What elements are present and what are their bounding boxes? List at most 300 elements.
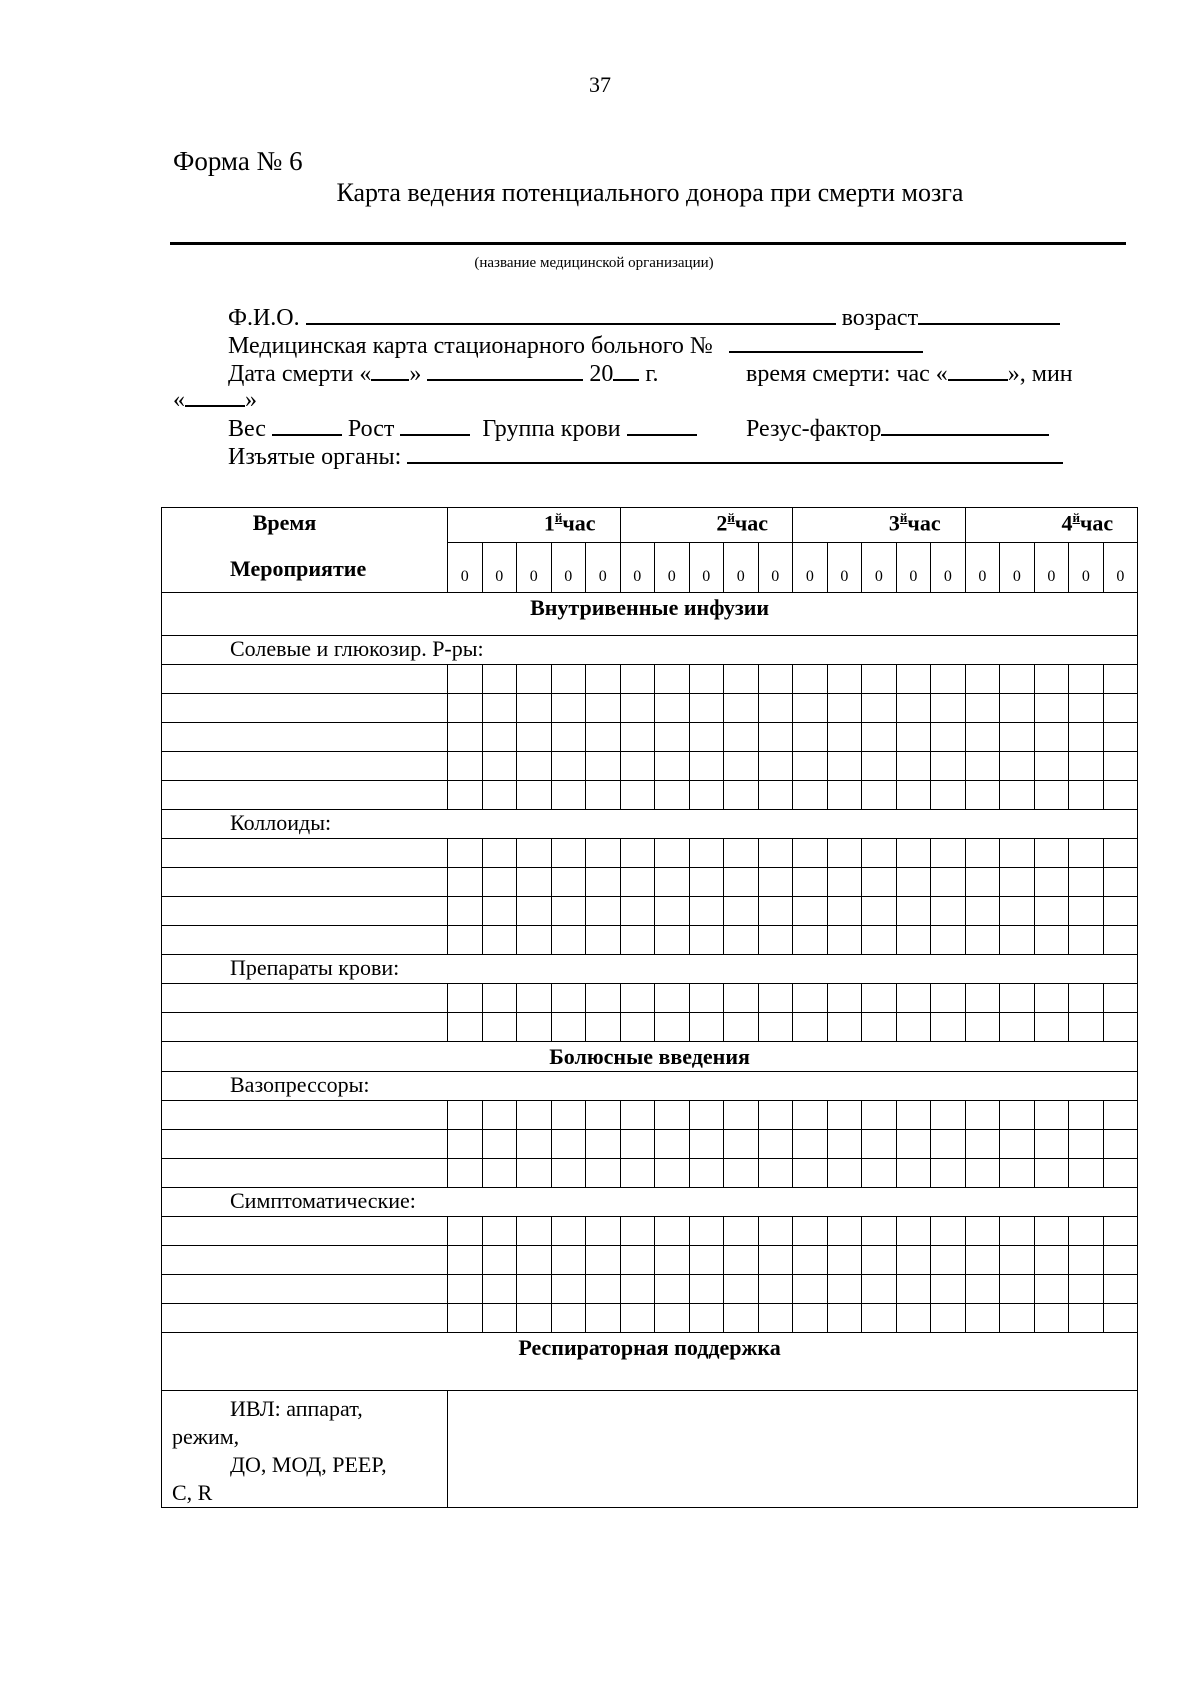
time-entry-cell[interactable] [1103, 1101, 1138, 1130]
time-entry-cell[interactable] [793, 1304, 828, 1333]
time-entry-cell[interactable] [517, 1304, 552, 1333]
time-entry-cell[interactable] [586, 1101, 621, 1130]
time-entry-cell[interactable] [1069, 1013, 1104, 1042]
time-entry-cell[interactable] [827, 1246, 862, 1275]
time-entry-cell[interactable] [448, 1159, 483, 1188]
time-entry-cell[interactable] [724, 868, 759, 897]
time-entry-cell[interactable] [551, 839, 586, 868]
activity-entry-cell[interactable] [162, 1130, 448, 1159]
time-entry-cell[interactable] [517, 1101, 552, 1130]
time-entry-cell[interactable] [793, 984, 828, 1013]
time-entry-cell[interactable] [517, 781, 552, 810]
time-entry-cell[interactable] [586, 694, 621, 723]
time-entry-cell[interactable] [689, 839, 724, 868]
time-entry-cell[interactable] [655, 1246, 690, 1275]
time-entry-cell[interactable] [793, 1130, 828, 1159]
time-entry-cell[interactable] [482, 723, 517, 752]
time-entry-cell[interactable] [931, 1304, 966, 1333]
time-entry-cell[interactable] [448, 897, 483, 926]
time-entry-cell[interactable] [620, 752, 655, 781]
time-entry-cell[interactable] [827, 897, 862, 926]
time-entry-cell[interactable] [758, 665, 793, 694]
time-entry-cell[interactable] [724, 1159, 759, 1188]
time-entry-cell[interactable] [827, 1304, 862, 1333]
time-entry-cell[interactable] [517, 723, 552, 752]
time-entry-cell[interactable] [620, 1130, 655, 1159]
time-entry-cell[interactable] [655, 723, 690, 752]
time-entry-cell[interactable] [1000, 694, 1035, 723]
death-minute-field[interactable] [185, 383, 245, 407]
time-entry-cell[interactable] [1000, 1246, 1035, 1275]
time-entry-cell[interactable] [448, 926, 483, 955]
time-entry-cell[interactable] [758, 723, 793, 752]
time-entry-cell[interactable] [862, 926, 897, 955]
time-entry-cell[interactable] [448, 868, 483, 897]
time-entry-cell[interactable] [1034, 781, 1069, 810]
time-entry-cell[interactable] [1000, 897, 1035, 926]
time-entry-cell[interactable] [793, 1217, 828, 1246]
time-entry-cell[interactable] [862, 723, 897, 752]
time-entry-cell[interactable] [586, 926, 621, 955]
time-entry-cell[interactable] [551, 781, 586, 810]
time-entry-cell[interactable] [758, 984, 793, 1013]
time-entry-cell[interactable] [724, 781, 759, 810]
time-entry-cell[interactable] [482, 1275, 517, 1304]
time-entry-cell[interactable] [896, 1101, 931, 1130]
time-entry-cell[interactable] [896, 1275, 931, 1304]
time-entry-cell[interactable] [551, 897, 586, 926]
time-entry-cell[interactable] [1034, 984, 1069, 1013]
time-entry-cell[interactable] [620, 984, 655, 1013]
time-entry-cell[interactable] [1069, 868, 1104, 897]
time-entry-cell[interactable] [1069, 926, 1104, 955]
time-entry-cell[interactable] [793, 1101, 828, 1130]
time-entry-cell[interactable] [862, 781, 897, 810]
time-entry-cell[interactable] [689, 1013, 724, 1042]
time-entry-cell[interactable] [1000, 1304, 1035, 1333]
time-entry-cell[interactable] [448, 723, 483, 752]
time-entry-cell[interactable] [1069, 1246, 1104, 1275]
time-entry-cell[interactable] [862, 897, 897, 926]
time-entry-cell[interactable] [655, 1130, 690, 1159]
time-entry-cell[interactable] [793, 1246, 828, 1275]
time-entry-cell[interactable] [448, 694, 483, 723]
time-entry-cell[interactable] [862, 1246, 897, 1275]
time-entry-cell[interactable] [862, 694, 897, 723]
time-entry-cell[interactable] [689, 723, 724, 752]
time-entry-cell[interactable] [862, 839, 897, 868]
time-entry-cell[interactable] [862, 1130, 897, 1159]
time-entry-cell[interactable] [1034, 868, 1069, 897]
time-entry-cell[interactable] [620, 1013, 655, 1042]
time-entry-cell[interactable] [586, 1013, 621, 1042]
time-entry-cell[interactable] [724, 1246, 759, 1275]
time-entry-cell[interactable] [862, 1217, 897, 1246]
time-entry-cell[interactable] [448, 1013, 483, 1042]
time-entry-cell[interactable] [896, 781, 931, 810]
time-entry-cell[interactable] [931, 1275, 966, 1304]
time-entry-cell[interactable] [965, 984, 1000, 1013]
time-entry-cell[interactable] [620, 897, 655, 926]
time-entry-cell[interactable] [655, 984, 690, 1013]
time-entry-cell[interactable] [758, 926, 793, 955]
time-entry-cell[interactable] [724, 694, 759, 723]
time-entry-cell[interactable] [482, 868, 517, 897]
time-entry-cell[interactable] [517, 1217, 552, 1246]
time-entry-cell[interactable] [896, 694, 931, 723]
time-entry-cell[interactable] [448, 839, 483, 868]
time-entry-cell[interactable] [1034, 1246, 1069, 1275]
activity-entry-cell[interactable] [162, 1246, 448, 1275]
time-entry-cell[interactable] [482, 984, 517, 1013]
time-entry-cell[interactable] [758, 1101, 793, 1130]
time-entry-cell[interactable] [689, 752, 724, 781]
time-entry-cell[interactable] [1000, 1275, 1035, 1304]
time-entry-cell[interactable] [758, 1159, 793, 1188]
time-entry-cell[interactable] [1069, 1217, 1104, 1246]
fio-field[interactable] [306, 301, 836, 325]
time-entry-cell[interactable] [1069, 984, 1104, 1013]
time-entry-cell[interactable] [620, 1304, 655, 1333]
time-entry-cell[interactable] [586, 723, 621, 752]
time-entry-cell[interactable] [862, 1304, 897, 1333]
time-entry-cell[interactable] [896, 897, 931, 926]
blood-group-field[interactable] [627, 412, 697, 436]
time-entry-cell[interactable] [965, 1101, 1000, 1130]
time-entry-cell[interactable] [827, 1130, 862, 1159]
time-entry-cell[interactable] [620, 1217, 655, 1246]
time-entry-cell[interactable] [689, 926, 724, 955]
time-entry-cell[interactable] [689, 1304, 724, 1333]
time-entry-cell[interactable] [827, 781, 862, 810]
time-entry-cell[interactable] [896, 1217, 931, 1246]
time-entry-cell[interactable] [620, 868, 655, 897]
time-entry-cell[interactable] [551, 723, 586, 752]
time-entry-cell[interactable] [1034, 1217, 1069, 1246]
time-entry-cell[interactable] [551, 984, 586, 1013]
time-entry-cell[interactable] [1034, 752, 1069, 781]
time-entry-cell[interactable] [1103, 1013, 1138, 1042]
time-entry-cell[interactable] [517, 1159, 552, 1188]
time-entry-cell[interactable] [1103, 665, 1138, 694]
death-month-field[interactable] [427, 357, 583, 381]
time-entry-cell[interactable] [896, 984, 931, 1013]
time-entry-cell[interactable] [931, 868, 966, 897]
time-entry-cell[interactable] [965, 897, 1000, 926]
time-entry-cell[interactable] [793, 926, 828, 955]
time-entry-cell[interactable] [827, 752, 862, 781]
time-entry-cell[interactable] [517, 694, 552, 723]
time-entry-cell[interactable] [896, 839, 931, 868]
time-entry-cell[interactable] [1034, 1159, 1069, 1188]
time-entry-cell[interactable] [689, 1275, 724, 1304]
time-entry-cell[interactable] [586, 1159, 621, 1188]
time-entry-cell[interactable] [758, 839, 793, 868]
time-entry-cell[interactable] [1069, 1275, 1104, 1304]
time-entry-cell[interactable] [517, 1130, 552, 1159]
time-entry-cell[interactable] [689, 781, 724, 810]
time-entry-cell[interactable] [1103, 839, 1138, 868]
time-entry-cell[interactable] [1034, 1101, 1069, 1130]
time-entry-cell[interactable] [758, 1013, 793, 1042]
time-entry-cell[interactable] [551, 1101, 586, 1130]
time-entry-cell[interactable] [1103, 868, 1138, 897]
time-entry-cell[interactable] [448, 781, 483, 810]
time-entry-cell[interactable] [896, 723, 931, 752]
time-entry-cell[interactable] [1069, 1159, 1104, 1188]
time-entry-cell[interactable] [586, 665, 621, 694]
time-entry-cell[interactable] [758, 868, 793, 897]
time-entry-cell[interactable] [517, 1275, 552, 1304]
time-entry-cell[interactable] [586, 897, 621, 926]
time-entry-cell[interactable] [620, 1246, 655, 1275]
time-entry-cell[interactable] [448, 984, 483, 1013]
activity-entry-cell[interactable] [162, 723, 448, 752]
med-card-field[interactable] [729, 329, 923, 353]
time-entry-cell[interactable] [862, 665, 897, 694]
time-entry-cell[interactable] [1034, 723, 1069, 752]
time-entry-cell[interactable] [517, 1013, 552, 1042]
time-entry-cell[interactable] [586, 1275, 621, 1304]
time-entry-cell[interactable] [620, 1101, 655, 1130]
time-entry-cell[interactable] [896, 1304, 931, 1333]
time-entry-cell[interactable] [896, 1246, 931, 1275]
activity-entry-cell[interactable] [162, 984, 448, 1013]
time-entry-cell[interactable] [1103, 694, 1138, 723]
time-entry-cell[interactable] [517, 839, 552, 868]
time-entry-cell[interactable] [793, 868, 828, 897]
activity-entry-cell[interactable] [162, 897, 448, 926]
time-entry-cell[interactable] [689, 1130, 724, 1159]
time-entry-cell[interactable] [724, 1217, 759, 1246]
time-entry-cell[interactable] [689, 1159, 724, 1188]
time-entry-cell[interactable] [482, 752, 517, 781]
time-entry-cell[interactable] [758, 1304, 793, 1333]
time-entry-cell[interactable] [1034, 897, 1069, 926]
time-entry-cell[interactable] [1103, 926, 1138, 955]
time-entry-cell[interactable] [482, 926, 517, 955]
time-entry-cell[interactable] [1103, 897, 1138, 926]
time-entry-cell[interactable] [551, 1275, 586, 1304]
time-entry-cell[interactable] [551, 1013, 586, 1042]
activity-entry-cell[interactable] [162, 694, 448, 723]
time-entry-cell[interactable] [965, 665, 1000, 694]
time-entry-cell[interactable] [1069, 1130, 1104, 1159]
time-entry-cell[interactable] [448, 1101, 483, 1130]
death-year-field[interactable] [613, 357, 639, 381]
time-entry-cell[interactable] [482, 839, 517, 868]
time-entry-cell[interactable] [724, 984, 759, 1013]
time-entry-cell[interactable] [551, 1246, 586, 1275]
time-entry-cell[interactable] [931, 897, 966, 926]
time-entry-cell[interactable] [1069, 839, 1104, 868]
time-entry-cell[interactable] [862, 984, 897, 1013]
time-entry-cell[interactable] [1000, 1101, 1035, 1130]
time-entry-cell[interactable] [793, 752, 828, 781]
time-entry-cell[interactable] [724, 1130, 759, 1159]
time-entry-cell[interactable] [482, 694, 517, 723]
activity-entry-cell[interactable] [162, 839, 448, 868]
time-entry-cell[interactable] [931, 781, 966, 810]
time-entry-cell[interactable] [1069, 665, 1104, 694]
activity-entry-cell[interactable] [162, 1101, 448, 1130]
time-entry-cell[interactable] [482, 665, 517, 694]
time-entry-cell[interactable] [896, 752, 931, 781]
time-entry-cell[interactable] [448, 665, 483, 694]
time-entry-cell[interactable] [758, 897, 793, 926]
time-entry-cell[interactable] [1103, 752, 1138, 781]
time-entry-cell[interactable] [965, 1275, 1000, 1304]
time-entry-cell[interactable] [1000, 723, 1035, 752]
time-entry-cell[interactable] [793, 1275, 828, 1304]
time-entry-cell[interactable] [724, 1275, 759, 1304]
time-entry-cell[interactable] [620, 694, 655, 723]
time-entry-cell[interactable] [586, 868, 621, 897]
time-entry-cell[interactable] [827, 723, 862, 752]
time-entry-cell[interactable] [448, 1217, 483, 1246]
time-entry-cell[interactable] [758, 1130, 793, 1159]
time-entry-cell[interactable] [793, 665, 828, 694]
time-entry-cell[interactable] [1103, 723, 1138, 752]
time-entry-cell[interactable] [1000, 665, 1035, 694]
time-entry-cell[interactable] [827, 868, 862, 897]
time-entry-cell[interactable] [827, 1275, 862, 1304]
activity-entry-cell[interactable] [162, 868, 448, 897]
activity-entry-cell[interactable] [162, 665, 448, 694]
time-entry-cell[interactable] [1034, 1304, 1069, 1333]
time-entry-cell[interactable] [827, 1101, 862, 1130]
time-entry-cell[interactable] [448, 1246, 483, 1275]
time-entry-cell[interactable] [1069, 752, 1104, 781]
time-entry-cell[interactable] [758, 752, 793, 781]
time-entry-cell[interactable] [620, 665, 655, 694]
time-entry-cell[interactable] [931, 694, 966, 723]
time-entry-cell[interactable] [724, 1013, 759, 1042]
time-entry-cell[interactable] [724, 839, 759, 868]
time-entry-cell[interactable] [586, 752, 621, 781]
time-entry-cell[interactable] [931, 1246, 966, 1275]
time-entry-cell[interactable] [517, 984, 552, 1013]
time-entry-cell[interactable] [965, 1304, 1000, 1333]
time-entry-cell[interactable] [551, 694, 586, 723]
time-entry-cell[interactable] [620, 926, 655, 955]
time-entry-cell[interactable] [758, 1275, 793, 1304]
time-entry-cell[interactable] [931, 1217, 966, 1246]
time-entry-cell[interactable] [620, 1275, 655, 1304]
time-entry-cell[interactable] [827, 694, 862, 723]
time-entry-cell[interactable] [1034, 926, 1069, 955]
time-entry-cell[interactable] [896, 1013, 931, 1042]
activity-entry-cell[interactable] [162, 781, 448, 810]
time-entry-cell[interactable] [1034, 665, 1069, 694]
time-entry-cell[interactable] [1000, 752, 1035, 781]
time-entry-cell[interactable] [931, 926, 966, 955]
time-entry-cell[interactable] [896, 1159, 931, 1188]
time-entry-cell[interactable] [448, 752, 483, 781]
time-entry-cell[interactable] [655, 1217, 690, 1246]
activity-entry-cell[interactable] [162, 1275, 448, 1304]
time-entry-cell[interactable] [1000, 1217, 1035, 1246]
time-entry-cell[interactable] [517, 1246, 552, 1275]
time-entry-cell[interactable] [1000, 839, 1035, 868]
time-entry-cell[interactable] [448, 1130, 483, 1159]
time-entry-cell[interactable] [1000, 1159, 1035, 1188]
time-entry-cell[interactable] [827, 839, 862, 868]
time-entry-cell[interactable] [655, 868, 690, 897]
time-entry-cell[interactable] [1000, 926, 1035, 955]
time-entry-cell[interactable] [931, 1013, 966, 1042]
time-entry-cell[interactable] [448, 1275, 483, 1304]
time-entry-cell[interactable] [793, 839, 828, 868]
time-entry-cell[interactable] [1103, 1246, 1138, 1275]
time-entry-cell[interactable] [896, 926, 931, 955]
time-entry-cell[interactable] [482, 1246, 517, 1275]
time-entry-cell[interactable] [551, 1217, 586, 1246]
time-entry-cell[interactable] [965, 752, 1000, 781]
time-entry-cell[interactable] [1103, 1304, 1138, 1333]
time-entry-cell[interactable] [931, 1130, 966, 1159]
time-entry-cell[interactable] [931, 752, 966, 781]
time-entry-cell[interactable] [655, 839, 690, 868]
time-entry-cell[interactable] [862, 1101, 897, 1130]
time-entry-cell[interactable] [931, 1159, 966, 1188]
time-entry-cell[interactable] [586, 1304, 621, 1333]
time-entry-cell[interactable] [551, 1130, 586, 1159]
time-entry-cell[interactable] [862, 752, 897, 781]
time-entry-cell[interactable] [620, 1159, 655, 1188]
time-entry-cell[interactable] [517, 665, 552, 694]
time-entry-cell[interactable] [655, 1013, 690, 1042]
time-entry-cell[interactable] [724, 752, 759, 781]
time-entry-cell[interactable] [965, 839, 1000, 868]
time-entry-cell[interactable] [482, 1013, 517, 1042]
time-entry-cell[interactable] [586, 1217, 621, 1246]
time-entry-cell[interactable] [655, 752, 690, 781]
time-entry-cell[interactable] [724, 665, 759, 694]
death-hour-field[interactable] [948, 357, 1008, 381]
time-entry-cell[interactable] [896, 1130, 931, 1159]
time-entry-cell[interactable] [1069, 1304, 1104, 1333]
time-entry-cell[interactable] [1069, 781, 1104, 810]
time-entry-cell[interactable] [1034, 1275, 1069, 1304]
activity-entry-cell[interactable] [162, 1013, 448, 1042]
time-entry-cell[interactable] [1069, 897, 1104, 926]
time-entry-cell[interactable] [1034, 1130, 1069, 1159]
time-entry-cell[interactable] [793, 723, 828, 752]
weight-field[interactable] [272, 412, 342, 436]
death-day-field[interactable] [371, 357, 409, 381]
time-entry-cell[interactable] [482, 1217, 517, 1246]
time-entry-cell[interactable] [1103, 781, 1138, 810]
time-entry-cell[interactable] [482, 781, 517, 810]
time-entry-cell[interactable] [724, 1101, 759, 1130]
time-entry-cell[interactable] [965, 723, 1000, 752]
organs-field[interactable] [407, 440, 1063, 464]
time-entry-cell[interactable] [689, 1246, 724, 1275]
age-field[interactable] [918, 301, 1060, 325]
time-entry-cell[interactable] [1000, 868, 1035, 897]
time-entry-cell[interactable] [931, 665, 966, 694]
time-entry-cell[interactable] [655, 1159, 690, 1188]
height-field[interactable] [400, 412, 470, 436]
time-entry-cell[interactable] [965, 868, 1000, 897]
time-entry-cell[interactable] [1103, 1159, 1138, 1188]
time-entry-cell[interactable] [1034, 1013, 1069, 1042]
time-entry-cell[interactable] [655, 926, 690, 955]
time-entry-cell[interactable] [1034, 694, 1069, 723]
time-entry-cell[interactable] [448, 1304, 483, 1333]
activity-entry-cell[interactable] [162, 926, 448, 955]
